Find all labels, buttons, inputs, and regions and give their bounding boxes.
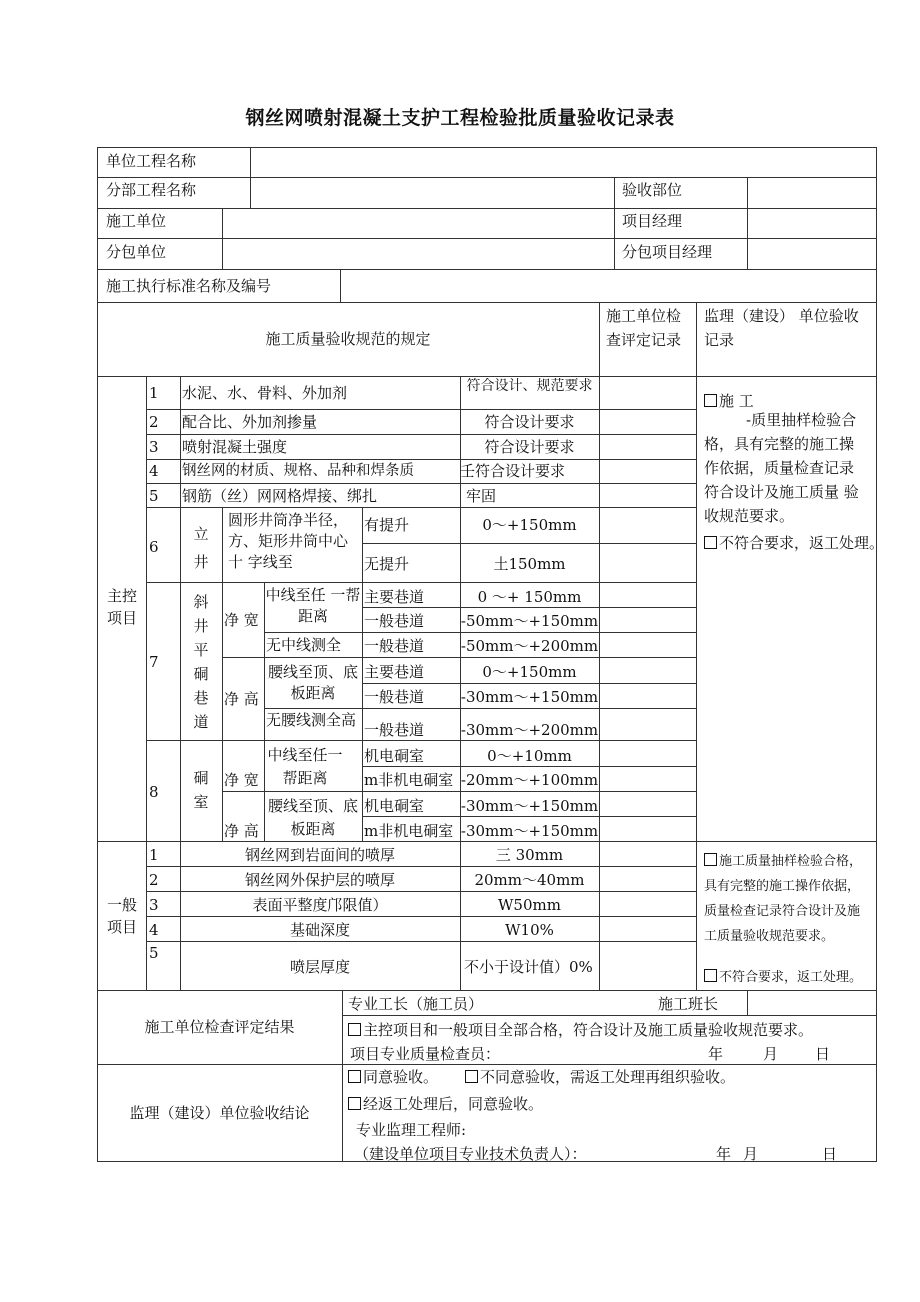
row-number: 5 (149, 487, 159, 505)
condition: 一般巷道 (364, 637, 425, 655)
checkbox-icon[interactable] (465, 1070, 478, 1083)
conclusion-month: 月 (743, 1145, 759, 1163)
agree-option: 同意验收。 (363, 1068, 439, 1086)
supervision-rework-text: 不符合要求，返工处理。 (719, 534, 885, 552)
condition: 一般巷道 (364, 721, 425, 739)
item-name: 钢丝网的材质、规格、品种和焊条质 (182, 463, 414, 479)
subcontract-manager-label: 分包项目经理 (622, 243, 713, 261)
category-chamber: 硐室 (193, 769, 209, 811)
tolerance: -50mm〜+150mm (460, 612, 599, 630)
main-items-label: 主控项目 (106, 587, 137, 627)
height-description: 腰线至顶、底板距离 (267, 663, 358, 702)
supervision-text: 施 工 (719, 392, 754, 410)
team-leader-label: 施工班长 (658, 995, 719, 1013)
item-name: 喷射混凝土强度 (182, 438, 288, 456)
tolerance: -30mm〜+200mm (460, 721, 599, 739)
row-number: 1 (149, 846, 159, 864)
engineer-label: 专业监理工程师: (356, 1121, 467, 1139)
width-label: 净 宽 (224, 611, 259, 629)
item-requirement: 不小于设计值）0% (464, 958, 593, 976)
row-number: 4 (149, 462, 159, 480)
checkbox-icon[interactable] (348, 1023, 361, 1036)
item-requirement: 三 30mm (495, 846, 564, 864)
row-number: 2 (149, 871, 159, 889)
item-requirement: W50mm (498, 896, 561, 914)
row-number: 2 (149, 413, 159, 431)
row-number: 7 (149, 653, 159, 671)
subcontract-unit-label: 分包单位 (106, 243, 167, 261)
tolerance: -50mm〜+200mm (460, 637, 599, 655)
item-name: 喷层厚度 (289, 958, 350, 976)
general-items-label: 一般项目 (106, 896, 137, 936)
condition: 主要巷道 (364, 588, 425, 606)
checkbox-icon[interactable] (704, 853, 717, 866)
conclusion-day: 日 (822, 1145, 838, 1163)
sub-project-label: 分部工程名称 (106, 181, 197, 199)
disagree-option: 不同意验收，需返工处理再组织验收。 (480, 1068, 736, 1086)
item-requirement: 符合设计要求 (484, 438, 575, 456)
check-column-header: 施工单位检查评定记录 (606, 307, 682, 349)
supervision-qualified-text: -质里抽样检验合格，具有完整的施工操 作依据，质量检查记录 符合设计及施工质量 验收规范要求。 (704, 411, 859, 525)
condition: 主要巷道 (364, 663, 425, 681)
height-label: 净 高 (224, 822, 259, 840)
general-qualified-text: 施工质量抽样检验合格，具有完整的施工操作依据，质量检查记录符合设计及施工质量验收规范要求。 (704, 854, 863, 944)
tolerance: -20mm〜+100mm (460, 771, 599, 789)
height-no-gradeline: 无腰线测全高 (266, 711, 357, 729)
checkbox-icon[interactable] (704, 536, 717, 549)
standard-label: 施工执行标准名称及编号 (106, 277, 272, 295)
tolerance: 0〜+150mm (482, 663, 577, 681)
result-day: 日 (815, 1045, 831, 1063)
item-requirement: 牢固 (466, 487, 497, 505)
row-number: 6 (149, 538, 159, 556)
condition: 有提升 (364, 516, 410, 534)
item-name: 钢筋（丝）网网格焊接、绑扎 (182, 487, 378, 505)
width-description: 中线至任 一帮距离 (265, 586, 361, 625)
item-requirement: 壬符合设计要求 (460, 462, 566, 480)
height-label: 净 高 (224, 690, 259, 708)
tolerance: 0〜+150mm (482, 516, 577, 534)
foreman-label: 专业工长（施工员） (348, 995, 484, 1013)
tolerance: -30mm〜+150mm (460, 797, 599, 815)
general-rework-text: 不符合要求，返工处理。 (719, 970, 863, 985)
acceptance-part-label: 验收部位 (622, 181, 683, 199)
result-month: 月 (763, 1045, 779, 1063)
spec-column-header: 施工质量验收规范的规定 (265, 330, 431, 348)
width-label: 净 宽 (224, 771, 259, 789)
condition: 机电硐室 (364, 747, 425, 765)
item-requirement: 符合设计要求 (484, 413, 575, 431)
item-requirement: W10% (505, 921, 554, 939)
width-description: 中线至任一帮距离 (267, 746, 343, 787)
conclusion-year: 年 (716, 1145, 732, 1163)
shaft-description: 圆形井筒净半径，方、矩形井筒中心十 字线至 (228, 511, 349, 571)
result-statement: 主控项目和一般项目全部合格，符合设计及施工质量验收规范要求。 (363, 1021, 814, 1039)
tolerance: 0 〜+ 150mm (477, 588, 582, 606)
condition: 一般巷道 (364, 688, 425, 706)
checkbox-icon[interactable] (704, 394, 717, 407)
tolerance: -30mm〜+150mm (460, 822, 599, 840)
condition: m非机电硐室 (364, 822, 454, 840)
item-requirement: 20mm〜40mm (474, 871, 585, 889)
tolerance: -30mm〜+150mm (460, 688, 599, 706)
item-name: 钢丝网外保护层的喷厚 (244, 871, 395, 889)
item-name: 水泥、水、骨料、外加剂 (182, 384, 348, 402)
tolerance: 0〜+10mm (487, 747, 572, 765)
checkbox-icon[interactable] (348, 1097, 361, 1110)
category-shaft: 立井 (193, 525, 209, 571)
document-title: 钢丝网喷射混凝土支护工程检验批质量验收记录表 (245, 107, 675, 129)
item-name: 钢丝网到岩面间的喷厚 (244, 846, 395, 864)
condition: 一般巷道 (364, 612, 425, 630)
conclusion-label: 监理（建设）单位验收结论 (129, 1104, 310, 1122)
category-incline: 斜井平硐巷道 (193, 593, 209, 731)
after-rework-option: 经返工处理后，同意验收。 (363, 1095, 544, 1113)
result-label: 施工单位检查评定结果 (144, 1018, 295, 1036)
item-requirement: 符合设计、规范要求 (466, 378, 593, 394)
height-description: 腰线至顶、底板距离 (267, 797, 358, 838)
item-name: 表面平整度邝限值） (252, 896, 388, 914)
owner-label: （建设单位项目专业技术负责人）： (354, 1145, 587, 1163)
supervision-column-header: 监理（建设） 单位验收记录 (704, 307, 859, 349)
row-number: 1 (149, 384, 159, 402)
inspector-label: 项目专业质量检查员： (350, 1045, 501, 1063)
construction-unit-label: 施工单位 (106, 212, 167, 230)
result-year: 年 (708, 1045, 724, 1063)
tolerance: 土150mm (493, 555, 566, 573)
width-no-centerline: 无中线测全 (266, 636, 342, 654)
row-number: 5 (149, 944, 159, 962)
checkbox-icon[interactable] (704, 969, 717, 982)
row-number: 4 (149, 921, 159, 939)
unit-project-label: 单位工程名称 (106, 152, 197, 170)
item-name: 基础深度 (289, 921, 350, 939)
project-manager-label: 项目经理 (622, 212, 683, 230)
condition: m非机电硐室 (364, 771, 454, 789)
condition: 机电硐室 (364, 797, 425, 815)
row-number: 8 (149, 783, 159, 801)
item-name: 配合比、外加剂掺量 (182, 413, 318, 431)
condition: 无提升 (364, 555, 410, 573)
checkbox-icon[interactable] (348, 1070, 361, 1083)
row-number: 3 (149, 438, 159, 456)
row-number: 3 (149, 896, 159, 914)
